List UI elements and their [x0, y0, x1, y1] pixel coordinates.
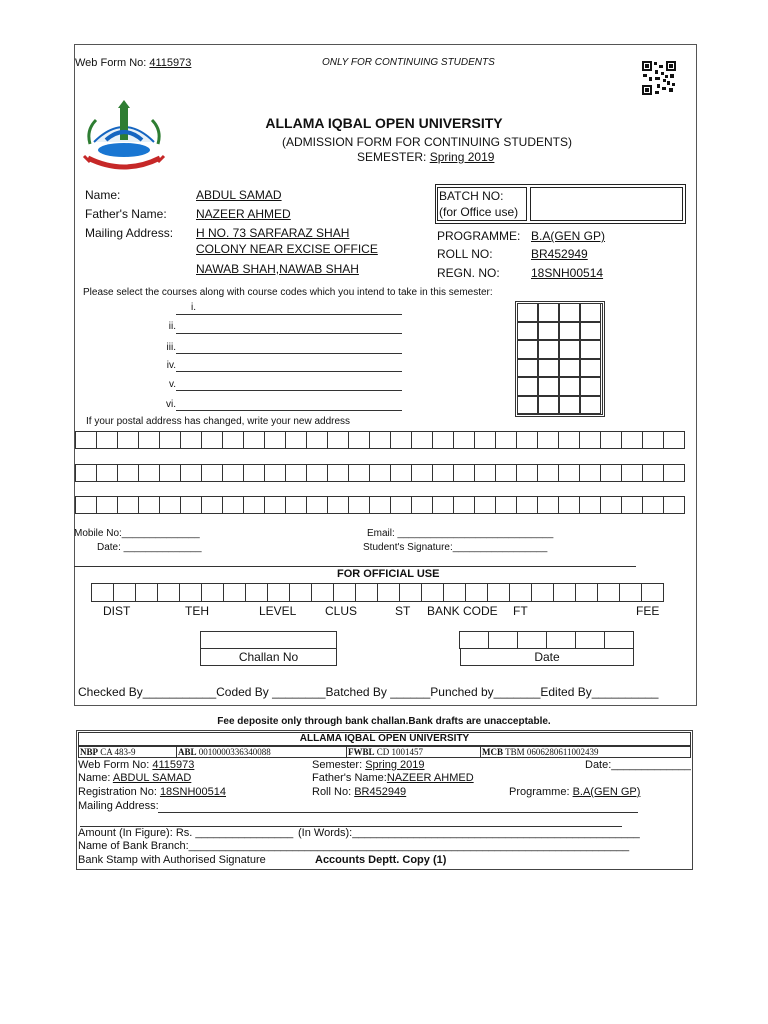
input-cell[interactable] [222, 496, 244, 514]
input-cell[interactable] [135, 583, 158, 602]
input-cell[interactable] [243, 464, 265, 482]
email-field[interactable]: Email: ____________________________ [367, 528, 554, 539]
challan-semester-value: Spring 2019 [365, 759, 425, 771]
input-cell[interactable] [390, 464, 412, 482]
input-cell[interactable] [432, 431, 454, 449]
challan-name [78, 772, 191, 784]
input-cell[interactable] [537, 464, 559, 482]
input-cell[interactable] [96, 496, 118, 514]
challan-reg-label: Registration No: [78, 786, 160, 798]
input-cell[interactable] [459, 631, 489, 649]
new-address-row-3[interactable] [76, 496, 685, 514]
bank-code: ABL [178, 747, 197, 757]
challan-name-label: Name: [78, 772, 113, 784]
input-cell[interactable] [285, 464, 307, 482]
course-code-cell[interactable] [538, 322, 559, 341]
input-cell[interactable] [558, 464, 580, 482]
input-cell[interactable] [96, 431, 118, 449]
input-cell[interactable] [138, 464, 160, 482]
input-cell[interactable] [117, 464, 139, 482]
bank-stamp-label: Bank Stamp with Authorised Signature [78, 854, 266, 866]
programme-label: PROGRAMME: [437, 229, 521, 243]
input-cell[interactable] [642, 431, 664, 449]
input-cell[interactable] [537, 431, 559, 449]
mailing-line[interactable] [158, 812, 638, 813]
input-cell[interactable] [558, 431, 580, 449]
input-cell[interactable] [517, 631, 547, 649]
challan-university: ALLAMA IQBAL OPEN UNIVERSITY [78, 732, 691, 746]
input-cell[interactable] [642, 464, 664, 482]
input-cell[interactable] [91, 583, 114, 602]
address-label: Mailing Address: [85, 226, 174, 240]
input-cell[interactable] [619, 583, 642, 602]
input-cell[interactable] [306, 431, 328, 449]
course-line-i[interactable] [176, 314, 402, 315]
input-cell[interactable] [201, 583, 224, 602]
date-input-cells[interactable] [460, 631, 634, 649]
input-cell[interactable] [495, 496, 517, 514]
amount-figure-field[interactable]: Amount (In Figure): Rs. ________________ [78, 827, 294, 839]
bank-code: FWBL [348, 747, 375, 757]
input-cell[interactable] [267, 583, 290, 602]
course-code-cell[interactable] [580, 322, 601, 341]
input-cell[interactable] [488, 631, 518, 649]
input-cell[interactable] [495, 464, 517, 482]
semester-row [357, 150, 494, 164]
input-cell[interactable] [201, 431, 223, 449]
label-ft: FT [513, 604, 528, 618]
web-form-number: 4115973 [149, 57, 192, 69]
course-line-v[interactable] [176, 390, 402, 391]
input-cell[interactable] [75, 496, 97, 514]
web-form-label: Web Form No: [75, 57, 147, 69]
input-cell[interactable] [117, 431, 139, 449]
input-cell[interactable] [306, 464, 328, 482]
input-cell[interactable] [138, 496, 160, 514]
input-cell[interactable] [180, 464, 202, 482]
challan-reg [78, 786, 226, 798]
name-label: Name: [85, 188, 121, 202]
input-cell[interactable] [604, 631, 634, 649]
input-cell[interactable] [333, 583, 356, 602]
qr-code-icon [641, 60, 677, 96]
bank-account: TBM 0606280611002439 [505, 747, 599, 757]
date-field[interactable]: Date: ______________ [97, 542, 202, 553]
course-code-cell[interactable] [517, 322, 538, 341]
label-level: LEVEL [259, 604, 297, 618]
bank-divider [346, 746, 347, 758]
course-numeral-i: i. [191, 302, 196, 313]
divider-line [74, 566, 636, 567]
regn-label: REGN. NO: [437, 266, 500, 280]
semester-label: SEMESTER: [357, 150, 427, 164]
new-address-row-2[interactable] [76, 464, 685, 482]
input-cell[interactable] [222, 431, 244, 449]
course-line-vi[interactable] [176, 410, 402, 411]
challan-roll [312, 786, 406, 798]
input-cell[interactable] [348, 431, 370, 449]
input-cell[interactable] [222, 464, 244, 482]
input-cell[interactable] [474, 464, 496, 482]
new-address-row-1[interactable] [76, 431, 685, 449]
input-cell[interactable] [453, 431, 475, 449]
input-cell[interactable] [516, 431, 538, 449]
course-numeral-ii: ii. [168, 321, 176, 332]
input-cell[interactable] [553, 583, 576, 602]
input-cell[interactable] [453, 464, 475, 482]
input-cell[interactable] [516, 496, 538, 514]
input-cell[interactable] [663, 496, 685, 514]
input-cell[interactable] [663, 464, 685, 482]
course-code-cell[interactable] [580, 377, 601, 396]
input-cell[interactable] [390, 431, 412, 449]
input-cell[interactable] [575, 583, 598, 602]
course-numeral-vi: vi. [166, 399, 176, 410]
input-cell[interactable] [411, 496, 433, 514]
challan-roll-label: Roll No: [312, 786, 355, 798]
input-cell[interactable] [558, 496, 580, 514]
input-cell[interactable] [579, 431, 601, 449]
input-cell[interactable] [159, 431, 181, 449]
challan-name-value: ABDUL SAMAD [112, 772, 192, 784]
bank-account: 0010000336340088 [198, 747, 271, 757]
course-code-cell[interactable] [559, 359, 580, 378]
course-line-ii[interactable] [176, 333, 402, 334]
bank-mcb [482, 747, 599, 757]
input-cell[interactable] [285, 496, 307, 514]
input-cell[interactable] [516, 464, 538, 482]
challan-programme [509, 786, 640, 798]
official-use-title: FOR OFFICIAL USE [337, 568, 440, 580]
input-cell[interactable] [289, 583, 312, 602]
amount-words-field[interactable]: (In Words):_______________________________________________ [298, 827, 640, 839]
input-cell[interactable] [327, 431, 349, 449]
course-code-cell[interactable] [538, 377, 559, 396]
course-code-cells[interactable] [517, 303, 601, 414]
official-code-row[interactable] [92, 583, 664, 602]
input-cell[interactable] [465, 583, 488, 602]
input-cell[interactable] [306, 496, 328, 514]
bank-divider [480, 746, 481, 758]
challan-notice: Fee deposite only through bank challan.Bank drafts are unacceptable. [217, 716, 551, 727]
course-code-cell[interactable] [517, 303, 538, 322]
input-cell[interactable] [474, 496, 496, 514]
course-code-cell[interactable] [538, 303, 559, 322]
challan-web-form-label: Web Form No: [78, 759, 153, 771]
input-cell[interactable] [157, 583, 180, 602]
challan-reg-value: 18SNH00514 [159, 786, 226, 798]
course-code-cell[interactable] [559, 377, 580, 396]
father-value: NAZEER AHMED [196, 207, 291, 221]
date-label: Date [460, 648, 634, 666]
input-cell[interactable] [113, 583, 136, 602]
input-cell[interactable] [453, 496, 475, 514]
bank-account: CA 483-9 [100, 747, 136, 757]
input-cell[interactable] [159, 496, 181, 514]
challan-programme-value: B.A(GEN GP) [572, 786, 641, 798]
challan-mailing-label: Mailing Address: [78, 800, 159, 812]
challan-no-label: Challan No [200, 648, 337, 666]
input-cell[interactable] [531, 583, 554, 602]
input-cell[interactable] [96, 464, 118, 482]
course-code-cell[interactable] [517, 396, 538, 415]
batch-input-box[interactable] [530, 187, 683, 221]
input-cell[interactable] [348, 496, 370, 514]
input-cell[interactable] [443, 583, 466, 602]
input-cell[interactable] [285, 431, 307, 449]
input-cell[interactable] [474, 431, 496, 449]
course-code-cell[interactable] [517, 377, 538, 396]
input-cell[interactable] [546, 631, 576, 649]
input-cell[interactable] [348, 464, 370, 482]
input-cell[interactable] [495, 431, 517, 449]
input-cell[interactable] [369, 431, 391, 449]
input-cell[interactable] [432, 464, 454, 482]
input-cell[interactable] [264, 496, 286, 514]
course-numeral-v: v. [168, 379, 176, 390]
input-cell[interactable] [327, 496, 349, 514]
bank-code: MCB [482, 747, 503, 757]
input-cell[interactable] [411, 431, 433, 449]
input-cell[interactable] [179, 583, 202, 602]
input-cell[interactable] [621, 464, 643, 482]
challan-father-label: Father's Name: [312, 772, 387, 784]
regn-value: 18SNH00514 [531, 266, 604, 280]
label-clus: CLUS [325, 604, 358, 618]
input-cell[interactable] [411, 464, 433, 482]
course-code-cell[interactable] [517, 359, 538, 378]
roll-value: BR452949 [531, 247, 588, 261]
input-cell[interactable] [355, 583, 378, 602]
course-code-cell[interactable] [580, 396, 601, 415]
challan-date[interactable]: Date:_____________ [585, 759, 691, 771]
label-teh: TEH [185, 604, 209, 618]
course-code-cell[interactable] [538, 340, 559, 359]
input-cell[interactable] [421, 583, 444, 602]
name-value: ABDUL SAMAD [196, 188, 282, 202]
course-instruction: Please select the courses along with course codes which you intend to take in this semester: [83, 287, 493, 298]
address-line-3: NAWAB SHAH,NAWAB SHAH [196, 262, 359, 276]
input-cell[interactable] [75, 464, 97, 482]
input-cell[interactable] [537, 496, 559, 514]
postal-note: If your postal address has changed, write your new address [86, 416, 351, 427]
challan-semester-label: Semester: [312, 759, 366, 771]
address-line-1: H NO. 73 SARFARAZ SHAH [196, 226, 350, 240]
challan-no-input[interactable] [200, 631, 337, 649]
input-cell[interactable] [264, 464, 286, 482]
father-label: Father's Name: [85, 207, 167, 221]
roll-label: ROLL NO: [437, 247, 493, 261]
form-title: (ADMISSION FORM FOR CONTINUING STUDENTS) [282, 135, 572, 149]
challan-semester [312, 759, 425, 771]
bank-code: NBP [80, 747, 98, 757]
input-cell[interactable] [377, 583, 400, 602]
input-cell[interactable] [369, 464, 391, 482]
input-cell[interactable] [597, 583, 620, 602]
course-code-cell[interactable] [559, 303, 580, 322]
course-code-cell[interactable] [580, 303, 601, 322]
input-cell[interactable] [117, 496, 139, 514]
input-cell[interactable] [264, 431, 286, 449]
label-bank-code: BANK CODE [427, 604, 498, 618]
bank-abl [178, 747, 271, 757]
bank-nbp [80, 747, 136, 757]
input-cell[interactable] [223, 583, 246, 602]
mobile-field[interactable]: Mobile No:______________ [74, 528, 200, 539]
course-code-cell[interactable] [517, 340, 538, 359]
input-cell[interactable] [243, 496, 265, 514]
input-cell[interactable] [327, 464, 349, 482]
input-cell[interactable] [245, 583, 268, 602]
input-cell[interactable] [621, 496, 643, 514]
label-fee: FEE [636, 604, 660, 618]
bank-divider [176, 746, 177, 758]
address-line-2: COLONY NEAR EXCISE OFFICE [196, 242, 378, 256]
bank-account: CD 1001457 [376, 747, 424, 757]
web-form-row [75, 57, 191, 69]
input-cell[interactable] [642, 496, 664, 514]
bank-branch-field[interactable]: Name of Bank Branch:________________________________________________________________________ [78, 840, 630, 852]
checked-by-line: Checked By___________Coded By ________Batched By ______Punched by_______Edited By__________ [78, 685, 659, 699]
input-cell[interactable] [180, 431, 202, 449]
copy-label: Accounts Deptt. Copy (1) [315, 854, 447, 866]
challan-father [312, 772, 474, 784]
semester-value: Spring 2019 [429, 150, 495, 164]
input-cell[interactable] [201, 464, 223, 482]
course-line-iii[interactable] [176, 353, 402, 354]
input-cell[interactable] [575, 631, 605, 649]
input-cell[interactable] [487, 583, 510, 602]
only-continuing-note: ONLY FOR CONTINUING STUDENTS [322, 57, 495, 68]
input-cell[interactable] [579, 496, 601, 514]
input-cell[interactable] [138, 431, 160, 449]
input-cell[interactable] [75, 431, 97, 449]
challan-father-value: NAZEER AHMED [386, 772, 474, 784]
input-cell[interactable] [600, 464, 622, 482]
input-cell[interactable] [663, 431, 685, 449]
programme-value: B.A(GEN GP) [531, 229, 606, 243]
challan-web-form [78, 759, 194, 771]
input-cell[interactable] [600, 496, 622, 514]
input-cell[interactable] [159, 464, 181, 482]
input-cell[interactable] [390, 496, 412, 514]
label-st: ST [395, 604, 411, 618]
input-cell[interactable] [180, 496, 202, 514]
course-numeral-iii: iii. [166, 342, 176, 353]
batch-label: BATCH NO: [439, 189, 504, 203]
label-dist: DIST [103, 604, 131, 618]
input-cell[interactable] [432, 496, 454, 514]
course-numeral-iv: iv. [166, 360, 176, 371]
course-code-cell[interactable] [559, 396, 580, 415]
university-title: ALLAMA IQBAL OPEN UNIVERSITY [265, 115, 503, 131]
challan-web-form-number: 4115973 [152, 759, 195, 771]
input-cell[interactable] [641, 583, 664, 602]
signature-field[interactable]: Student's Signature:_________________ [363, 542, 548, 553]
office-use-label: (for Office use) [439, 205, 519, 219]
course-code-cell[interactable] [559, 322, 580, 341]
course-code-cell[interactable] [580, 359, 601, 378]
course-code-cell[interactable] [559, 340, 580, 359]
input-cell[interactable] [600, 431, 622, 449]
challan-programme-label: Programme: [509, 786, 573, 798]
bank-fwbl [348, 747, 423, 757]
input-cell[interactable] [621, 431, 643, 449]
input-cell[interactable] [201, 496, 223, 514]
course-code-cell[interactable] [538, 359, 559, 378]
challan-roll-value: BR452949 [354, 786, 407, 798]
input-cell[interactable] [579, 464, 601, 482]
course-line-iv[interactable] [176, 371, 402, 372]
course-code-cell[interactable] [538, 396, 559, 415]
input-cell[interactable] [399, 583, 422, 602]
input-cell[interactable] [369, 496, 391, 514]
input-cell[interactable] [243, 431, 265, 449]
input-cell[interactable] [509, 583, 532, 602]
course-code-cell[interactable] [580, 340, 601, 359]
input-cell[interactable] [311, 583, 334, 602]
